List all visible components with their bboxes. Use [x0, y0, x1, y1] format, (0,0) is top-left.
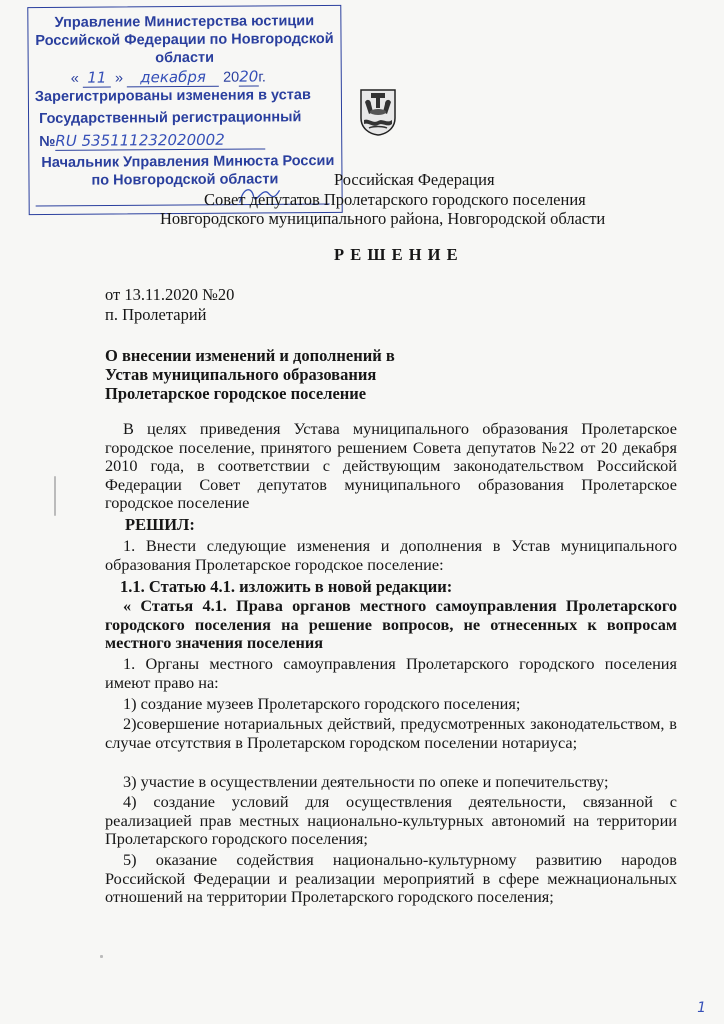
stamp-line-2: Российской Федерации по Новгородской	[35, 30, 334, 50]
subject-line-2: Устав муниципального образования	[105, 365, 377, 384]
paragraph-1-1: 1.1. Статью 4.1. изложить в новой редакции:	[120, 577, 453, 596]
stamp-date: « 11 » декабря 2020г.	[70, 67, 266, 87]
intro-paragraph: В целях приведения Устава муниципального образования Пролетарское городское поселение, принятого решением Совета депутатов №22 от 20 декабря 2010 года, в соответствии с действующим законодательством Российской Федерации Совет депутатов муниципального образования Пролетарское городское поселение	[105, 419, 677, 513]
list-item-5: 5) оказание содействия национально-культурному развитию народов Российской Федерации и реализации мероприятий в сфере межнациональных отношений на территории Пролетарского городского поселения;	[105, 850, 677, 907]
article-paragraph-1: 1. Органы местного самоуправления Пролетарского городского поселения имеют право на:	[105, 654, 677, 692]
list-item-1: 1) создание музеев Пролетарского городского поселения;	[123, 694, 521, 713]
stamp-reg-number: RU 535111232020002	[55, 130, 265, 150]
stamp-date-year: 20	[239, 67, 259, 86]
list-item-4: 4) создание условий для осуществления деятельности, связанной с реализацией прав местных национально-культурных автономий на территории Пролетарского городского поселения;	[105, 792, 677, 849]
coat-of-arms-icon	[359, 88, 397, 136]
subject-line-1: О внесении изменений и дополнений в	[105, 346, 395, 365]
header-council: Совет депутатов Пролетарского городского поселения	[204, 190, 586, 209]
header-district: Новгородского муниципального района, Новгородской области	[160, 209, 606, 228]
article-title: « Статья 4.1. Права органов местного самоуправления Пролетарского городского поселения на решение вопросов, не отнесенных к вопросам местного значения поселения	[105, 596, 677, 653]
stamp-date-month: декабря	[127, 68, 219, 88]
list-item-3: 3) участие в осуществлении деятельности по опеке и попечительству;	[123, 772, 609, 791]
scan-artifact	[100, 955, 103, 958]
header-country: Российская Федерация	[334, 170, 495, 189]
stamp-line-1: Управление Министерства юстиции	[54, 13, 315, 31]
registration-stamp	[27, 5, 342, 215]
place: п. Пролетарий	[105, 305, 207, 324]
decision-date: от 13.11.2020 №20	[105, 285, 235, 304]
stamp-line-6: Государственный регистрационный	[39, 109, 302, 128]
stamp-line-7: №RU 535111232020002	[39, 130, 265, 151]
resolved-label: РЕШИЛ:	[125, 515, 195, 534]
list-item-2: 2)совершение нотариальных действий, предусмотренных законодательством, в случае отсутствия в Пролетарском городском поселении нотариуса;	[105, 714, 677, 752]
stamp-line-8: Начальник Управления Минюста России	[41, 152, 335, 172]
subject-line-3: Пролетарское городское поселение	[105, 384, 367, 403]
stamp-line-5: Зарегистрированы изменения в устав	[34, 87, 311, 106]
paragraph-1: 1. Внести следующие изменения и дополнения в Устав муниципального образования Пролетарское городское поселение:	[105, 536, 677, 574]
page-number: 1	[697, 1000, 706, 1016]
stamp-line-3: области	[155, 49, 215, 67]
document-title: Р Е Ш Е Н И Е	[334, 245, 459, 264]
scan-artifact	[54, 476, 56, 516]
stamp-date-day: 11	[83, 69, 111, 88]
stamp-line-9: по Новгородской области	[91, 171, 279, 189]
